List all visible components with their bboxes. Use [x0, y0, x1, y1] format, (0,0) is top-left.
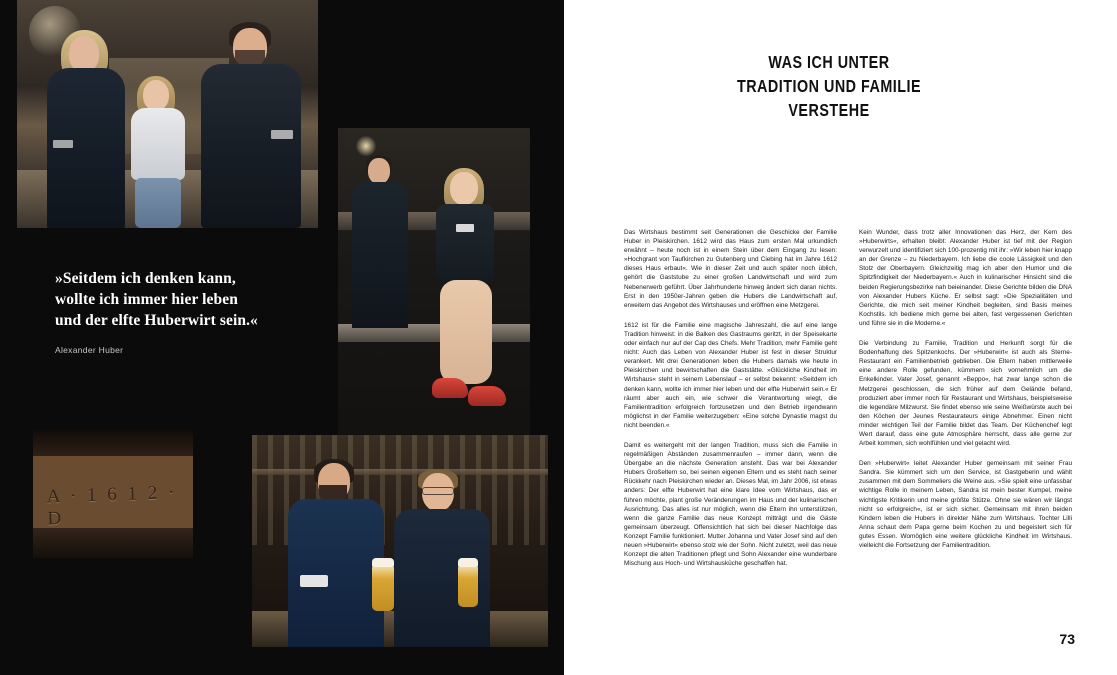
headline-line-3: VERSTEHE	[788, 100, 870, 120]
ceiling-lamp	[356, 136, 376, 156]
girl-shoe-left	[432, 378, 468, 398]
chef-jacket-logo	[300, 575, 328, 587]
paragraph: Die Verbindung zu Familie, Tradition und Herkunft sorgt für die Bodenhaftung des Spitzenkochs. Der »Huberwirt« ist auch als Sterne-Restaurant ein Familienbetrieb geblieben. Die Eltern haben mittlerweile eine andere Rolle gefunden, kümmern sich vornehmlich um die Enkelkinder. Vater Josef, genannt »Beppo«, hat zwar lange schon die Metzgerei geschlossen, die sich früher auf dem Gelände befand, produziert aber immer noch für Restaurant und Wirtshaus, beispielsweise die legendäre Milzwurst. Sie findet ebenso wie seine Weißwürste auch bei den Köchen der Jeunes Restaurateurs einige Abnehmer. Einen nicht minder wichtigen Teil der Familie bildet das Team. Der Küchenchef legt Wert darauf, dass eine gute Atmosphäre herrscht, dass alle gerne zur Arbeit kommen, sich wohlfühlen und viel gelacht wird.	[859, 340, 1072, 448]
girl-apron	[436, 204, 494, 282]
staff-head	[368, 158, 390, 184]
beam-shadow-bottom	[33, 528, 193, 558]
person-chef	[288, 463, 384, 647]
headline-line-2: TRADITION UND FAMILIE	[736, 76, 922, 96]
apron-logo	[456, 224, 474, 232]
woman-body	[47, 68, 125, 228]
pull-quote-author: Alexander Huber	[55, 345, 124, 355]
person-man	[199, 22, 303, 228]
paragraph: Den »Huberwirt« leitet Alexander Huber gemeinsam mit seiner Frau Sandra. Sie kümmert sich um den Service, ist Gastgeberin und wählt zusammen mit dem Sommeliers die Weine aus. »Sie spielt eine unfassbar wichtige Rolle in meinem Leben, Sandra ist mein bester Kumpel, meine wichtigste Kritikerin und meine größte Stütze. Ohne sie wären wir längst nicht so erfolgreich«, ist er sich sicher. Gemeinsam mit ihren beiden Kindern leben die Hubers in direkter Nähe zum Wirtshaus. Tochter Lilli Anna schaut dem Papa gerne beim Kochen zu und begeistert sich für gutes Essen. Womöglich eine weitere glückliche Kindheit im Wirtshaus. vielleicht die Fortsetzung der Familientradition.	[859, 460, 1072, 549]
child-body	[131, 108, 185, 180]
child-legs	[135, 178, 181, 228]
chef-body	[288, 499, 384, 647]
beam-shadow-top	[33, 430, 193, 456]
person-child	[121, 78, 193, 228]
pull-quote-line-2: wollte ich immer hier leben	[55, 291, 238, 308]
paragraph: Kein Wunder, dass trotz aller Innovationen das Herz, der Kern des »Huberwirts«, erhalten bleibt: Alexander Huber ist tief mit der Region verwurzelt und identifiziert sich 100-prozentig mit ihr: »Wir leben hier knapp an der Grenze – zu Niederbayern. Ich liebe die coole Lässigkeit und den Stolz der Oberbayern. Gleichzeitig mag ich aber den Humor und die Spitzfindigkeit der Niederbayern.« Auch in kulinarischer Hinsicht sind die beiden Regierungsbezirke nah beieinander. Diese Gerichte bilden die DNA von Alexander Hubers Küche. Er selbst sagt: »Die Spezialitäten und Gerichte, die mich seit meiner Kindheit begleiten, sind Basis meines Kochstils. Ich bediene mich gerne bei alten, fast vergessenen Gerichten und führe sie in die Moderne.«	[859, 229, 1072, 327]
headline-line-1: WAS ICH UNTER	[768, 52, 890, 72]
pull-quote-line-1: »Seitdem ich denken kann,	[55, 270, 236, 287]
pull-quote	[55, 268, 355, 355]
beer-glass-right	[458, 565, 478, 607]
man-body	[201, 64, 301, 228]
girl-legs	[440, 280, 492, 384]
glasses-icon	[422, 487, 454, 495]
photo-girl-on-counter	[338, 128, 530, 443]
page-number: 73	[1059, 631, 1075, 647]
woman-head	[69, 36, 99, 72]
child-head	[143, 80, 169, 111]
staff-body	[352, 182, 408, 328]
girl-head	[450, 172, 478, 205]
beam-inscription: A · 1 6 1 2 · D	[46, 481, 178, 530]
paragraph: Damit es weitergeht mit der langen Tradition, muss sich die Familie in regelmäßigen Abständen zusammenraufen – immer dann, wenn die Übergabe an die nächste Generation ansteht. Das war bei Alexander Hubers Großeltern so, bei seinen eigenen Eltern und es steht nach seiner Rückkehr nach Pleiskirchen wieder an. Dieses Mal, im Jahr 2006, ist etwas anders: Der elfte Huberwirt hat eine klare Idee vom Wirtshaus, das er führen möchte, plant große Veränderungen im Haus und der kulinarischen Ausrichtung. Das alles ist nur möglich, wenn die Eltern ihn unterstützen, wenn die ganze Familie das neue Konzept mitträgt und die Gäste gemeinsam überzeugt. Offensichtlich hat sich bei dieser Nachfolge das Konzept Familie funktioniert. Mutter Johanna und Vater Josef sind auf den neuen »Huberwirt« ebenso stolz wie der Sohn. Nicht zuletzt, weil das neue Konzept die alten Traditionen pflegt und Sohn Alexander eine wunderbare Mischung aus Hoch- und Wirtshausküche geschaffen hat.	[624, 441, 837, 568]
person-girl	[420, 172, 516, 424]
column-right	[859, 228, 1072, 579]
beer-glass-left	[372, 565, 394, 611]
person-woman	[43, 32, 129, 228]
person-staff-background	[352, 158, 408, 328]
column-left	[624, 228, 837, 579]
photo-family-portrait-kitchen	[17, 0, 318, 228]
jacket-logo	[53, 140, 73, 148]
photo-wooden-beam-1612	[33, 430, 193, 558]
pull-quote-line-3: und der elfte Huberwirt sein.«	[55, 312, 258, 329]
girl-shoe-right	[468, 386, 506, 406]
paragraph: Das Wirtshaus bestimmt seit Generationen die Geschicke der Familie Huber in Pleiskirchen. 1612 wird das Haus zum ersten Mal urkundlich erwähnt – heute noch ist in einem Stein über dem Eingang zu lesen: »Hochgrant von Taufkirchen zu Gutenberg und Ciebing hat im Jahre 1612 dieses Haus erbaut«. Wie in dieser Zeit und auch später noch üblich, gehört die Gaststube zu einer großen Landwirtschaft und wird zum Nebenerwerb geführt. Über Jahrhunderte hinweg ändert sich daran nichts. Erst in den 1950er-Jahren geben die Hubers die Landwirtschaft auf, erweitern das Angebot des Wirtshauses und eröffnen eine Metzgerei.	[624, 229, 837, 309]
right-page	[564, 0, 1117, 675]
photo-father-and-son-at-bar	[252, 435, 548, 647]
jacket-logo	[271, 130, 293, 139]
paragraph: 1612 ist für die Familie eine magische Jahreszahl, die auf eine lange Tradition hinweist: in die Balken des Gastraums geritzt, in der Speisekarte oder einfach nur auf der Cap des Chefs. Mehr Tradition, mehr Familie geht nicht: Auch das Leben von Alexander Huber ist fest in dieser Struktur verankert. Mit drei Generationen leben die Hubers damals wie heute in Pleiskirchen und bewirtschaften die Gaststätte. »Glückliche Kindheit im Wirtshaus« steht in seinem Lebenslauf – er selbst bekennt: »Seitdem ich denken kann, wollte ich immer hier leben und der elfte Huberwirt sein.« Er räumt aber auch ein, wie schwer die Verantwortung wiegt, die Familientradition erfolgreich fortzusetzen und den Betrieb irgendwann möglichst in der Familie weiterzugeben: »Eine solche Dynastie magst du nicht beenden.«	[624, 321, 837, 429]
page-title	[686, 50, 973, 122]
body-text-columns	[624, 228, 1072, 579]
